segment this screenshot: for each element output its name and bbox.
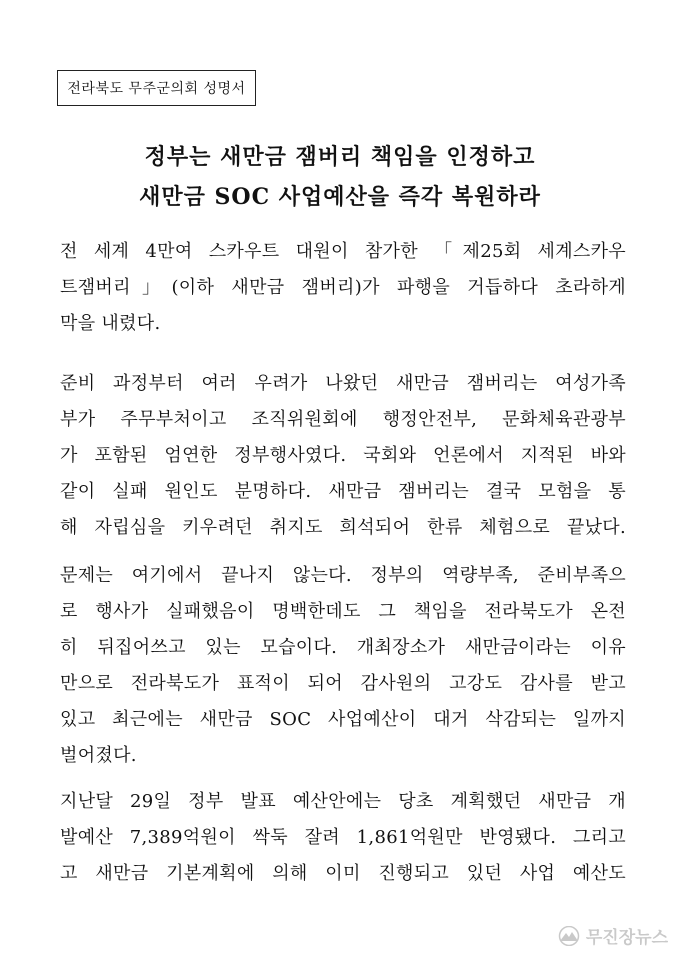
paragraph-line: 가 포함된 엄연한 정부행사였다. 국회와 언론에서 지적된 바와 [60, 445, 626, 466]
paragraph-line: 전 세계 4만여 스카우트 대원이 참가한 「제25회 세계스카우 [60, 241, 626, 262]
paragraph-line: 벌어졌다. [60, 745, 137, 766]
paragraph-line: 발예산 7,389억원이 싹둑 잘려 1,861억원만 반영됐다. 그리고 [60, 827, 626, 848]
document-header-label: 전라북도 무주군의회 성명서 [67, 81, 246, 97]
paragraph-3 [60, 558, 626, 774]
title-line-2: 새만금 SOC 사업예산을 즉각 복원하라 [139, 184, 541, 210]
paragraph-line: 부가 주무부처이고 조직위원회에 행정안전부, 문화체육관광부 [60, 409, 626, 430]
paragraph-line: 히 뒤집어쓰고 있는 모습이다. 개최장소가 새만금이라는 이유 [60, 637, 626, 658]
paragraph-1 [60, 234, 626, 342]
paragraph-line: 트잼버리」(이하 새만금 잼버리)가 파행을 거듭하다 초라하게 [60, 277, 626, 298]
watermark-text: 무진장뉴스 [585, 928, 668, 948]
mountain-logo-icon [556, 926, 582, 946]
paragraph-line: 같이 실패 원인도 분명하다. 새만금 잼버리는 결국 모험을 통 [60, 481, 626, 502]
paragraph-line: 로 행사가 실패했음이 명백한데도 그 책임을 전라북도가 온전 [60, 601, 626, 622]
paragraph-line: 문제는 여기에서 끝나지 않는다. 정부의 역량부족, 준비부족으 [60, 565, 626, 586]
paragraph-2 [60, 366, 626, 546]
paragraph-line: 만으로 전라북도가 표적이 되어 감사원의 고강도 감사를 받고 [60, 673, 626, 694]
title-line-1: 정부는 새만금 잼버리 책임을 인정하고 [144, 144, 536, 170]
paragraph-line: 지난달 29일 정부 발표 예산안에는 당초 계획했던 새만금 개 [60, 791, 626, 812]
watermark [556, 923, 668, 948]
paragraph-line: 해 자립심을 키우려던 취지도 희석되어 한류 체험으로 끝났다. [60, 517, 626, 538]
paragraph-line: 막을 내렸다. [60, 313, 161, 334]
paragraph-4 [60, 784, 626, 892]
paragraph-line: 준비 과정부터 여러 우려가 나왔던 새만금 잼버리는 여성가족 [60, 373, 626, 394]
document-header-box [57, 70, 256, 106]
paragraph-line: 있고 최근에는 새만금 SOC 사업예산이 대거 삭감되는 일까지 [60, 709, 626, 730]
paragraph-line: 고 새만금 기본계획에 의해 이미 진행되고 있던 사업 예산도 [60, 863, 626, 884]
